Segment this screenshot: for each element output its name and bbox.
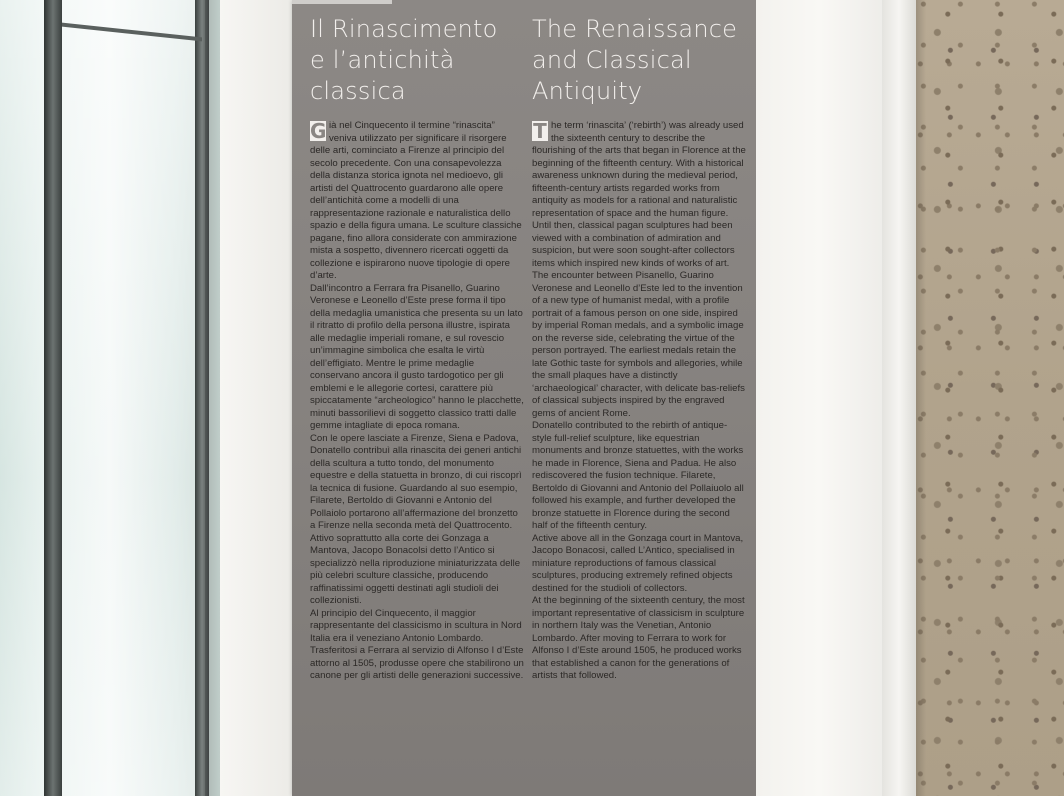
case-frame-post xyxy=(44,0,62,796)
glass-display-case xyxy=(0,0,220,796)
stone-wall-shadow xyxy=(916,0,926,796)
wall-section xyxy=(220,0,292,796)
english-title-line: and Classical xyxy=(532,46,692,74)
italian-column xyxy=(310,0,524,796)
english-title xyxy=(532,14,746,110)
english-paragraph: he term ‘rinascita’ (‘rebirth’) was already used the sixteenth century to describe the flourishing of the arts that began in Florence at the beginning of the fifteenth century. With a historical awareness unknown during the medieval period, fifteenth-century artists regarded works from antiquity as models for a rational and naturalistic representation of space and the human figure. Until then, classical pagan sculptures had been viewed with a combination of admiration and suspicion, but were soon sought-after collectors items which inspired new kinds of works of art. xyxy=(532,120,746,269)
info-panel xyxy=(292,0,756,796)
italian-title xyxy=(310,14,524,110)
english-body-text xyxy=(532,120,746,683)
italian-body-text xyxy=(310,120,524,683)
italian-paragraph: Dall’incontro a Ferrara fra Pisanello, Guarino Veronese e Leonello d’Este prese forma il tipo della medaglia umanistica che presenta su un lato il ritratto di profilo della persona illustre, ispirata alle medaglie imperiali romane, e sul rovescio un’immagine simbolica che esalta le virtù dell’effigiato. Mentre le prime medaglie conservano ancora il gusto tardogotico per gli emblemi e le allegorie cortesi, carattere più spiccatamente “archeologico” hanno le placchette, minuti bassorilievi di soggetto classico tratti dalle gemme intagliate di epoca romana. xyxy=(310,282,524,431)
italian-dropcap: G xyxy=(310,119,327,143)
italian-title-line: e l’antichità xyxy=(310,46,455,74)
italian-title-line: Il Rinascimento xyxy=(310,15,498,43)
english-paragraph: Active above all in the Gonzaga court in Mantova, Jacopo Bonacosi, called L’Antico, specialised in miniature reproductions of famous classical sculptures, producing extremely refined objects destined for the studioli of collectors. xyxy=(532,532,744,594)
italian-paragraph: Attivo soprattutto alla corte dei Gonzaga a Mantova, Jacopo Bonacolsi detto l’Antico si specializzò nella riproduzione miniaturizzata delle più celebri sculture classiche, producendo raffinatissimi oggetti destinati agli studioli dei collezionisti. xyxy=(310,532,521,606)
english-paragraph: The encounter between Pisanello, Guarino Veronese and Leonello d’Este led to the invention of a new type of humanist medal, with a profile portrait of a famous person on one side, inspired by imperial Roman medals, and a symbolic image on the reverse side, celebrating the virtue of the person portrayed. The earliest medals retain the late Gothic taste for symbols and allegories, while the small plaques have a distinctly ‘archaeological’ character, with delicate bas-reliefs of classical subjects inspired by the engraved gems of ancient Rome. xyxy=(532,270,745,419)
italian-paragraph: Al principio del Cinquecento, il maggior rappresentante del classicismo in scultura in Nord Italia era il veneziano Antonio Lombardo. Trasferitosi a Ferrara al servizio di Alfonso I d’Este attorno al 1505, produsse opere che stabilirono un canone per gli artisti delle generazioni successive. xyxy=(310,607,524,681)
panel-top-strip xyxy=(292,0,392,4)
stone-wall xyxy=(916,0,1064,796)
english-paragraph: Donatello contributed to the rebirth of antique-style full-relief sculpture, like equestrian monuments and bronze statuettes, with the works he made in Florence, Siena and Padua. He also rediscovered the fusion technique. Filarete, Bertoldo di Giovanni and Antonio del Pollaiuolo all followed his example, and further developed the bronze statuette in Florence during the second half of the fifteenth century. xyxy=(532,420,744,531)
italian-title-line: classica xyxy=(310,77,406,105)
english-title-line: Antiquity xyxy=(532,77,643,105)
pilaster-edge xyxy=(882,0,916,796)
italian-paragraph: ià nel Cinquecento il termine “rinascita” veniva utilizzato per significare il risorgere delle arti, cominciato a Firenze al principio del secolo precedente. Con una consapevolezza della distanza storica ignota nel medioevo, gli artisti del Quattrocento guardarono alle opere dell’antichità come a modelli di una rappresentazione razionale e naturalistica dello spazio e della figura umana. Le sculture classiche pagane, fino allora considerate con ammirazione mista a sospetto, divennero ricercati oggetti da collezione e ispirarono nuove tipologie di opere d’arte. xyxy=(310,120,522,281)
english-paragraph: At the beginning of the sixteenth century, the most important representative of classicism in sculpture in northern Italy was the Venetian, Antonio Lombardo. After moving to Ferrara to work for Alfonso I d’Este around 1505, he produced works that established a canon for the generations of artists that followed. xyxy=(532,595,745,681)
italian-paragraph: Con le opere lasciate a Firenze, Siena e Padova, Donatello contribuì alla rinascita dei generi antichi della scultura a tutto tondo, del monumento equestre e della statuetta in bronzo, di cui riscoprì la tecnica di fusione. Guardando al suo esempio, Filarete, Bertoldo di Giovanni e Antonio del Pollaiolo portarono all’affermazione del bronzetto a Firenze nella seconda metà del Quattrocento. xyxy=(310,432,522,531)
case-glass xyxy=(0,0,200,796)
english-column xyxy=(532,0,746,796)
english-dropcap: T xyxy=(533,119,547,143)
english-title-line: The Renaissance xyxy=(532,15,738,43)
